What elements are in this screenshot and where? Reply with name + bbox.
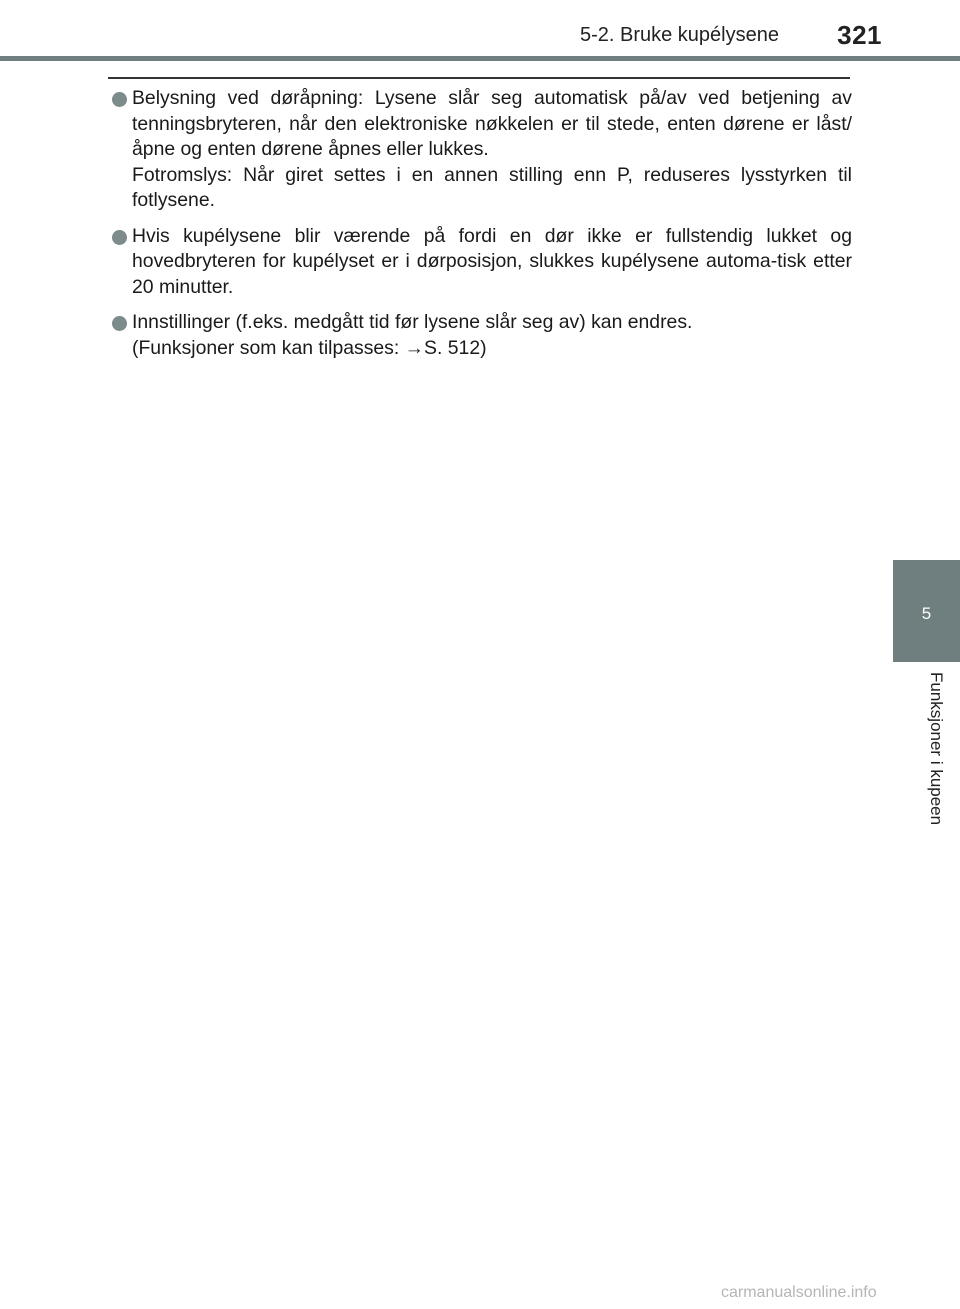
chapter-tab xyxy=(893,560,960,662)
section-title: 5-2. Bruke kupélysene xyxy=(579,24,779,46)
bullet-dot-icon xyxy=(112,316,127,331)
paragraph: (Funksjoner som kan tilpasses: →S. 512) xyxy=(132,336,487,359)
page-number: 321 xyxy=(837,20,882,50)
bullet-dot-icon xyxy=(112,230,127,245)
bullet-item xyxy=(108,86,852,214)
paragraph: Fotromslys: Når giret settes i en annen stilling enn P, reduseres lysstyrken til fotlysene. xyxy=(132,163,852,211)
bullet-text xyxy=(132,86,852,214)
paragraph: Innstillinger (f.eks. medgått tid før lysene slår seg av) kan endres. xyxy=(132,311,693,333)
watermark: carmanualsonline.info xyxy=(721,1284,877,1301)
paragraph: Hvis kupélysene blir værende på fordi en dør ikke er fullstendig lukket og hovedbryteren for kupélyset er i dørposisjon, slukkes kupélysene automa-tisk etter 20 minutter. xyxy=(132,224,852,298)
header-rule xyxy=(0,56,960,61)
bullet-text xyxy=(132,224,852,301)
bullet-item xyxy=(108,224,852,301)
paragraph: Belysning ved døråpning: Lysene slår seg automatisk på/av ved betjening av tenningsbryteren, når den elektroniske nøkkelen er til stede, enten dørene er låst/åpne og enten dørene åpnes eller lukkes. xyxy=(132,87,852,160)
content-top-rule xyxy=(108,77,850,79)
chapter-title: Funksjoner i kupeen xyxy=(927,672,946,826)
content-body xyxy=(108,86,852,371)
page-header xyxy=(0,0,960,62)
bullet-item xyxy=(108,310,852,361)
chapter-number: 5 xyxy=(921,604,932,623)
bullet-text xyxy=(132,310,852,361)
bullet-dot-icon xyxy=(112,92,127,107)
